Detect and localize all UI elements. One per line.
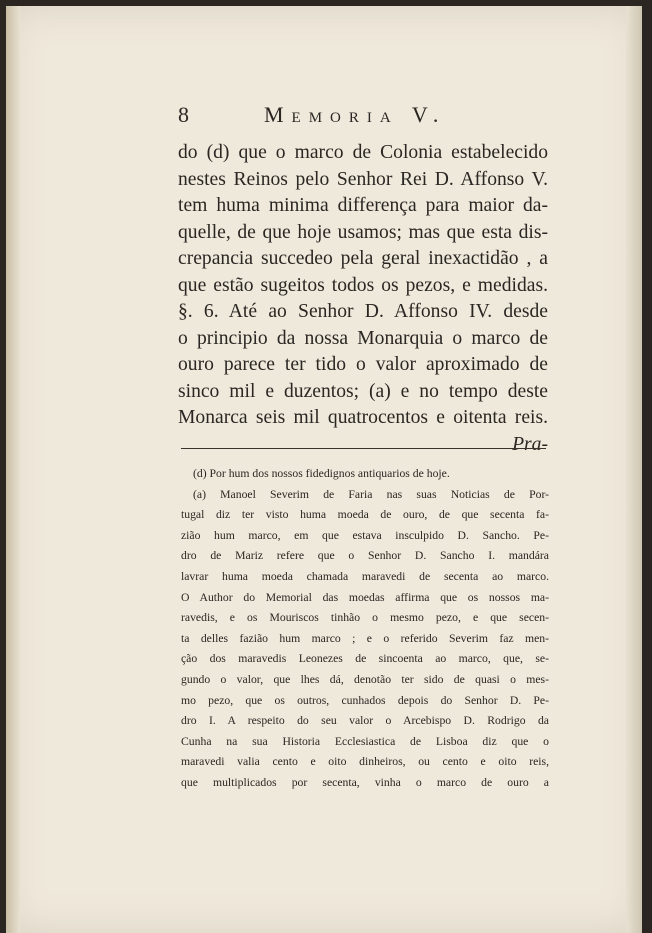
footnote-line: O Author do Memorial das moedas affirma que os nossos ma- [181,590,549,604]
footnote-rule [181,448,546,449]
footnote-line: (d) Por hum dos nossos fidedignos antiquarios de hoje. [193,467,450,480]
text-line: tem huma minima differença para maior da- [178,195,548,216]
text-line: sinco mil e duzentos; (a) e no tempo deste [178,380,548,402]
footnote-line: que multiplicados por secenta, vinha o marco de ouro a [181,775,549,789]
footnote-line: tugal diz ter visto huma moeda de ouro, de que secenta fa- [181,508,549,522]
footnote-line: maravedi valia cento e oito dinheiros, ou cento e oito reis, [181,755,549,769]
main-text [178,140,548,458]
footnote-line: ravedis, e os Mouriscos tinhão o mesmo pezo, e que secen- [181,611,549,625]
footnote-line: gundo o valor, que lhes dá, denotão ter sido de quasi o mes- [181,672,549,686]
running-head: Memoria V. [264,102,447,127]
footnote-line: ção dos maravedis Leonezes de sincoenta ao marco, que, se- [181,652,549,666]
text-line: o principio da nossa Monarquia o marco de [178,327,548,349]
footnote-line: mo pezo, que os outros, cunhados depois do Senhor D. Pe- [181,693,549,707]
footnote-line: (a) Manoel Severim de Faria nas suas Noticias de Por- [193,487,549,501]
footnote-line: Cunha na sua Historia Ecclesiastica de Lisboa diz que o [181,734,549,748]
footnote-line: dro I. A respeito do seu valor o Arcebispo D. Rodrigo da [181,714,549,728]
catchword: Pra- [512,433,548,455]
footnote-line: dro de Mariz refere que o Senhor D. Sancho I. mandára [181,549,549,563]
page-fore-edge [626,6,642,933]
text-line: crepancia succedeo pela geral inexactidão , a [178,248,548,269]
text-line: do (d) que o marco de Colonia estabelecido [178,142,548,163]
footnote-line: zião hum marco, em que estava insculpido D. Sancho. Pe- [181,528,549,542]
text-line: §. 6. Até ao Senhor D. Affonso IV. desde [178,301,548,322]
text-line: nestes Reinos pelo Senhor Rei D. Affonso V. [178,168,548,190]
text-line: quelle, de que hoje usamos; mas que esta dis- [178,221,548,243]
text-line: que estão sugeitos todos os pezos, e medidas. [178,274,548,296]
text-line: Monarca seis mil quatrocentos e oitenta reis. [178,407,548,428]
text-line: ouro parece ter tido o valor aproximado de [178,354,548,375]
page-header [178,102,508,132]
book-page [6,6,642,933]
page-number: 8 [178,102,189,127]
footnote-line: ta delles fazião hum marco ; e o referido Severim faz men- [181,631,549,645]
footnotes [181,464,549,794]
footnote-line: lavrar huma moeda chamada maravedi de secenta ao marco. [181,569,549,583]
page-gutter-edge [6,6,20,933]
